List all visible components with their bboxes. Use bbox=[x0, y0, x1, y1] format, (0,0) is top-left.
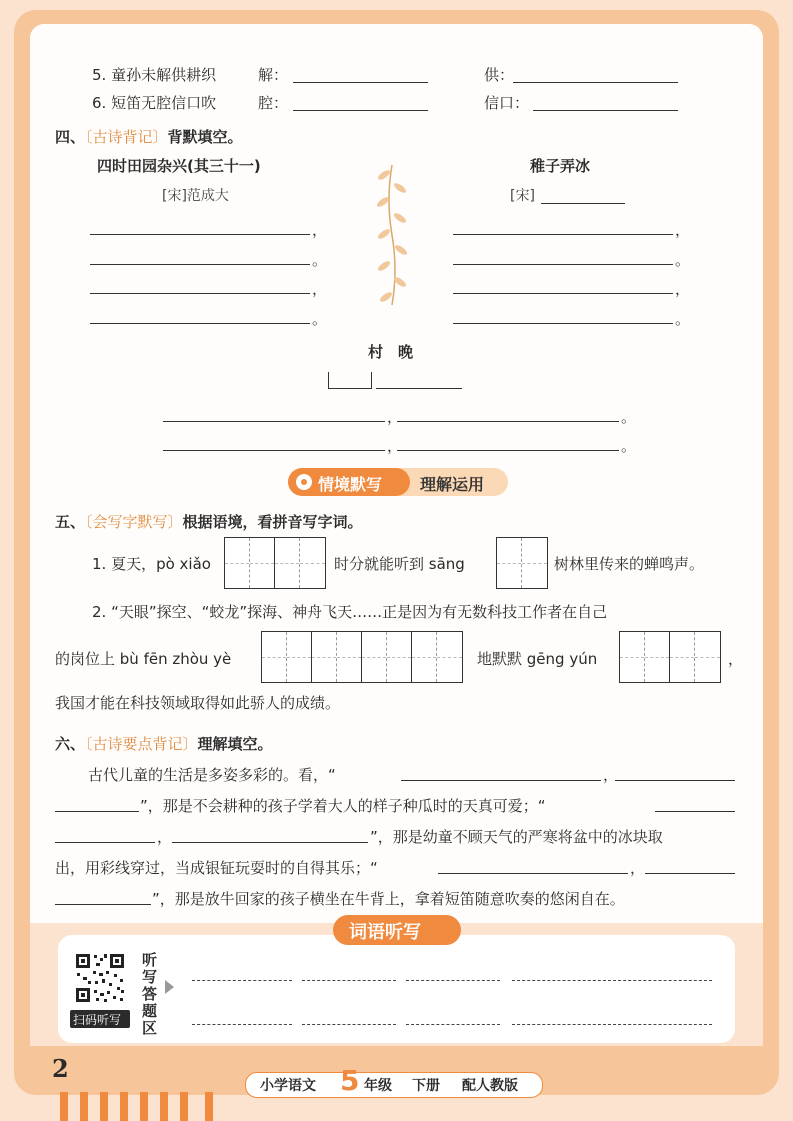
poem-2-line-3[interactable] bbox=[453, 293, 673, 294]
footer-grade-number: 5 bbox=[340, 1064, 360, 1097]
s5-item-2-a: 的岗位上 bù fēn zhòu yè bbox=[55, 650, 232, 668]
banner-right-text: 理解运用 bbox=[420, 475, 485, 494]
item-6-b-blank[interactable] bbox=[533, 110, 678, 111]
poem-3-line-2[interactable] bbox=[397, 421, 619, 422]
decor-stripe bbox=[120, 1092, 128, 1121]
answer-grid-sang[interactable] bbox=[496, 537, 548, 589]
footer-grade: 年级 bbox=[364, 1078, 392, 1094]
poem-1-line-2[interactable] bbox=[90, 264, 310, 265]
poem-3-punct-2: 。 bbox=[621, 408, 637, 426]
s6-blank-5[interactable] bbox=[438, 873, 628, 874]
item-5-b-label: 供： bbox=[484, 66, 515, 84]
poem-1-line-4[interactable] bbox=[90, 323, 310, 324]
footer-edition: 配人教版 bbox=[462, 1078, 518, 1094]
item-5-label: 5. 童孙未解供耕织 bbox=[92, 66, 217, 84]
poem-3-line-3[interactable] bbox=[163, 450, 385, 451]
banner-left-text: 情境默写 bbox=[318, 475, 383, 494]
s6-text-5: ”，那是放牛回家的孩子横坐在牛背上，拿着短笛随意吹奏的悠闲自在。 bbox=[152, 890, 625, 908]
section-4-heading: 四、〔古诗背记〕背默填空。 bbox=[55, 128, 243, 146]
poem-1-title: 四时田园杂兴(其三十一) bbox=[97, 157, 261, 175]
decor-stripe bbox=[180, 1092, 188, 1121]
item-5-a-blank[interactable] bbox=[293, 82, 428, 83]
s6-blank-6b[interactable] bbox=[55, 904, 151, 905]
dictation-line[interactable] bbox=[406, 1024, 500, 1025]
s6-text-4: 出，用彩线穿过，当成银钲玩耍时的自得其乐；“ bbox=[55, 859, 378, 877]
s5-item-2-line-3: 我国才能在科技领域取得如此骄人的成绩。 bbox=[55, 694, 341, 712]
answer-grid-bu-fen-zhou-ye[interactable] bbox=[261, 631, 463, 683]
s6-comma-2: ， bbox=[157, 828, 173, 846]
footer-subject: 小学语文 bbox=[260, 1078, 316, 1094]
item-6-a-label: 腔： bbox=[258, 94, 289, 112]
page-number: 2 bbox=[52, 1054, 69, 1083]
poem-1-punct-3: ， bbox=[312, 280, 328, 298]
poem-2-punct-4: 。 bbox=[675, 310, 691, 328]
s6-blank-4[interactable] bbox=[172, 842, 368, 843]
item-5-a-label: 解： bbox=[258, 66, 289, 84]
dictation-line[interactable] bbox=[512, 1024, 712, 1025]
scan-label: 扫码听写 bbox=[73, 1013, 122, 1027]
poem-2-punct-3: ， bbox=[675, 280, 691, 298]
dictation-title: 词语听写 bbox=[349, 922, 421, 943]
s6-blank-3b[interactable] bbox=[55, 842, 155, 843]
answer-grid-geng-yun[interactable] bbox=[619, 631, 721, 683]
s6-text-1: 古代儿童的生活是多姿多彩的。看，“ bbox=[88, 766, 336, 784]
item-6-a-blank[interactable] bbox=[293, 110, 428, 111]
dictation-line[interactable] bbox=[406, 980, 500, 981]
dictation-line[interactable] bbox=[192, 1024, 292, 1025]
poem-2-title: 稚子弄冰 bbox=[530, 157, 591, 175]
qr-code-icon[interactable] bbox=[74, 952, 126, 1004]
section-6-heading: 六、〔古诗要点背记〕理解填空。 bbox=[55, 735, 273, 753]
item-6-b-label: 信口： bbox=[484, 94, 530, 112]
poem-3-line-1[interactable] bbox=[163, 421, 385, 422]
s5-item-2-c: ， bbox=[728, 650, 744, 668]
footer-volume: 下册 bbox=[412, 1078, 440, 1094]
poem-3-punct-4: 。 bbox=[621, 437, 637, 455]
s6-blank-3[interactable] bbox=[655, 811, 735, 812]
poem-2-punct-1: ， bbox=[675, 221, 691, 239]
dictation-line[interactable] bbox=[512, 980, 712, 981]
arrow-right-icon bbox=[165, 980, 174, 994]
dictation-line[interactable] bbox=[302, 980, 396, 981]
poem-2-punct-2: 。 bbox=[675, 251, 691, 269]
poem-2-line-2[interactable] bbox=[453, 264, 673, 265]
s5-item-1-a: 1. 夏天，pò xiǎo bbox=[92, 555, 211, 573]
poem-3-title: 村 晚 bbox=[368, 343, 414, 361]
s6-blank-6[interactable] bbox=[645, 873, 735, 874]
decor-stripe bbox=[100, 1092, 108, 1121]
decor-stripe bbox=[140, 1092, 148, 1121]
poem-1-line-3[interactable] bbox=[90, 293, 310, 294]
flower-icon bbox=[296, 474, 312, 490]
poem-2-line-1[interactable] bbox=[453, 234, 673, 235]
answer-area-label: 听写答题区 bbox=[142, 951, 158, 1037]
decor-stripe bbox=[205, 1092, 213, 1121]
s5-item-1-b: 时分就能听到 sāng bbox=[334, 555, 465, 573]
poem-3-punct-3: ， bbox=[387, 437, 403, 455]
decor-stripe bbox=[60, 1092, 68, 1121]
poem-3-dynasty-bracket[interactable] bbox=[328, 372, 372, 389]
s5-item-2-line-1: 2. “天眼”探空、“蛟龙”探海、神舟飞天……正是因为有无数科技工作者在自己 bbox=[92, 603, 608, 621]
item-5-b-blank[interactable] bbox=[513, 82, 678, 83]
poem-3-punct-1: ， bbox=[387, 408, 403, 426]
decor-stripe bbox=[160, 1092, 168, 1121]
poem-2-author: [宋] bbox=[510, 188, 535, 204]
dictation-line[interactable] bbox=[302, 1024, 396, 1025]
s6-blank-1[interactable] bbox=[401, 780, 601, 781]
poem-3-line-4[interactable] bbox=[397, 450, 619, 451]
answer-grid-po-xiao[interactable] bbox=[224, 537, 326, 589]
poem-1-punct-1: ， bbox=[312, 221, 328, 239]
poem-1-punct-4: 。 bbox=[312, 310, 328, 328]
s6-comma-1: ， bbox=[603, 766, 619, 784]
poem-1-line-1[interactable] bbox=[90, 234, 310, 235]
s5-item-1-c: 树林里传来的蝉鸣声。 bbox=[554, 555, 705, 573]
item-6-label: 6. 短笛无腔信口吹 bbox=[92, 94, 217, 112]
s6-blank-2b[interactable] bbox=[55, 811, 139, 812]
poem-3-author-blank[interactable] bbox=[376, 388, 462, 389]
s6-text-3: ”，那是幼童不顾天气的严寒将盆中的冰块取 bbox=[370, 828, 663, 846]
poem-1-punct-2: 。 bbox=[312, 251, 328, 269]
s6-text-2: ”，那是不会耕种的孩子学着大人的样子种瓜时的天真可爱；“ bbox=[140, 797, 546, 815]
poem-2-line-4[interactable] bbox=[453, 323, 673, 324]
poem-2-author-blank[interactable] bbox=[541, 203, 625, 204]
dictation-line[interactable] bbox=[192, 980, 292, 981]
poem-1-author: [宋]范成大 bbox=[162, 188, 229, 204]
s5-item-2-b: 地默默 gēng yún bbox=[477, 650, 598, 668]
vine-decoration-icon bbox=[372, 160, 412, 310]
decor-stripe bbox=[80, 1092, 88, 1121]
section-5-heading: 五、〔会写字默写〕根据语境，看拼音写字词。 bbox=[55, 513, 363, 531]
s6-blank-2[interactable] bbox=[615, 780, 735, 781]
s6-comma-3: ， bbox=[630, 859, 646, 877]
